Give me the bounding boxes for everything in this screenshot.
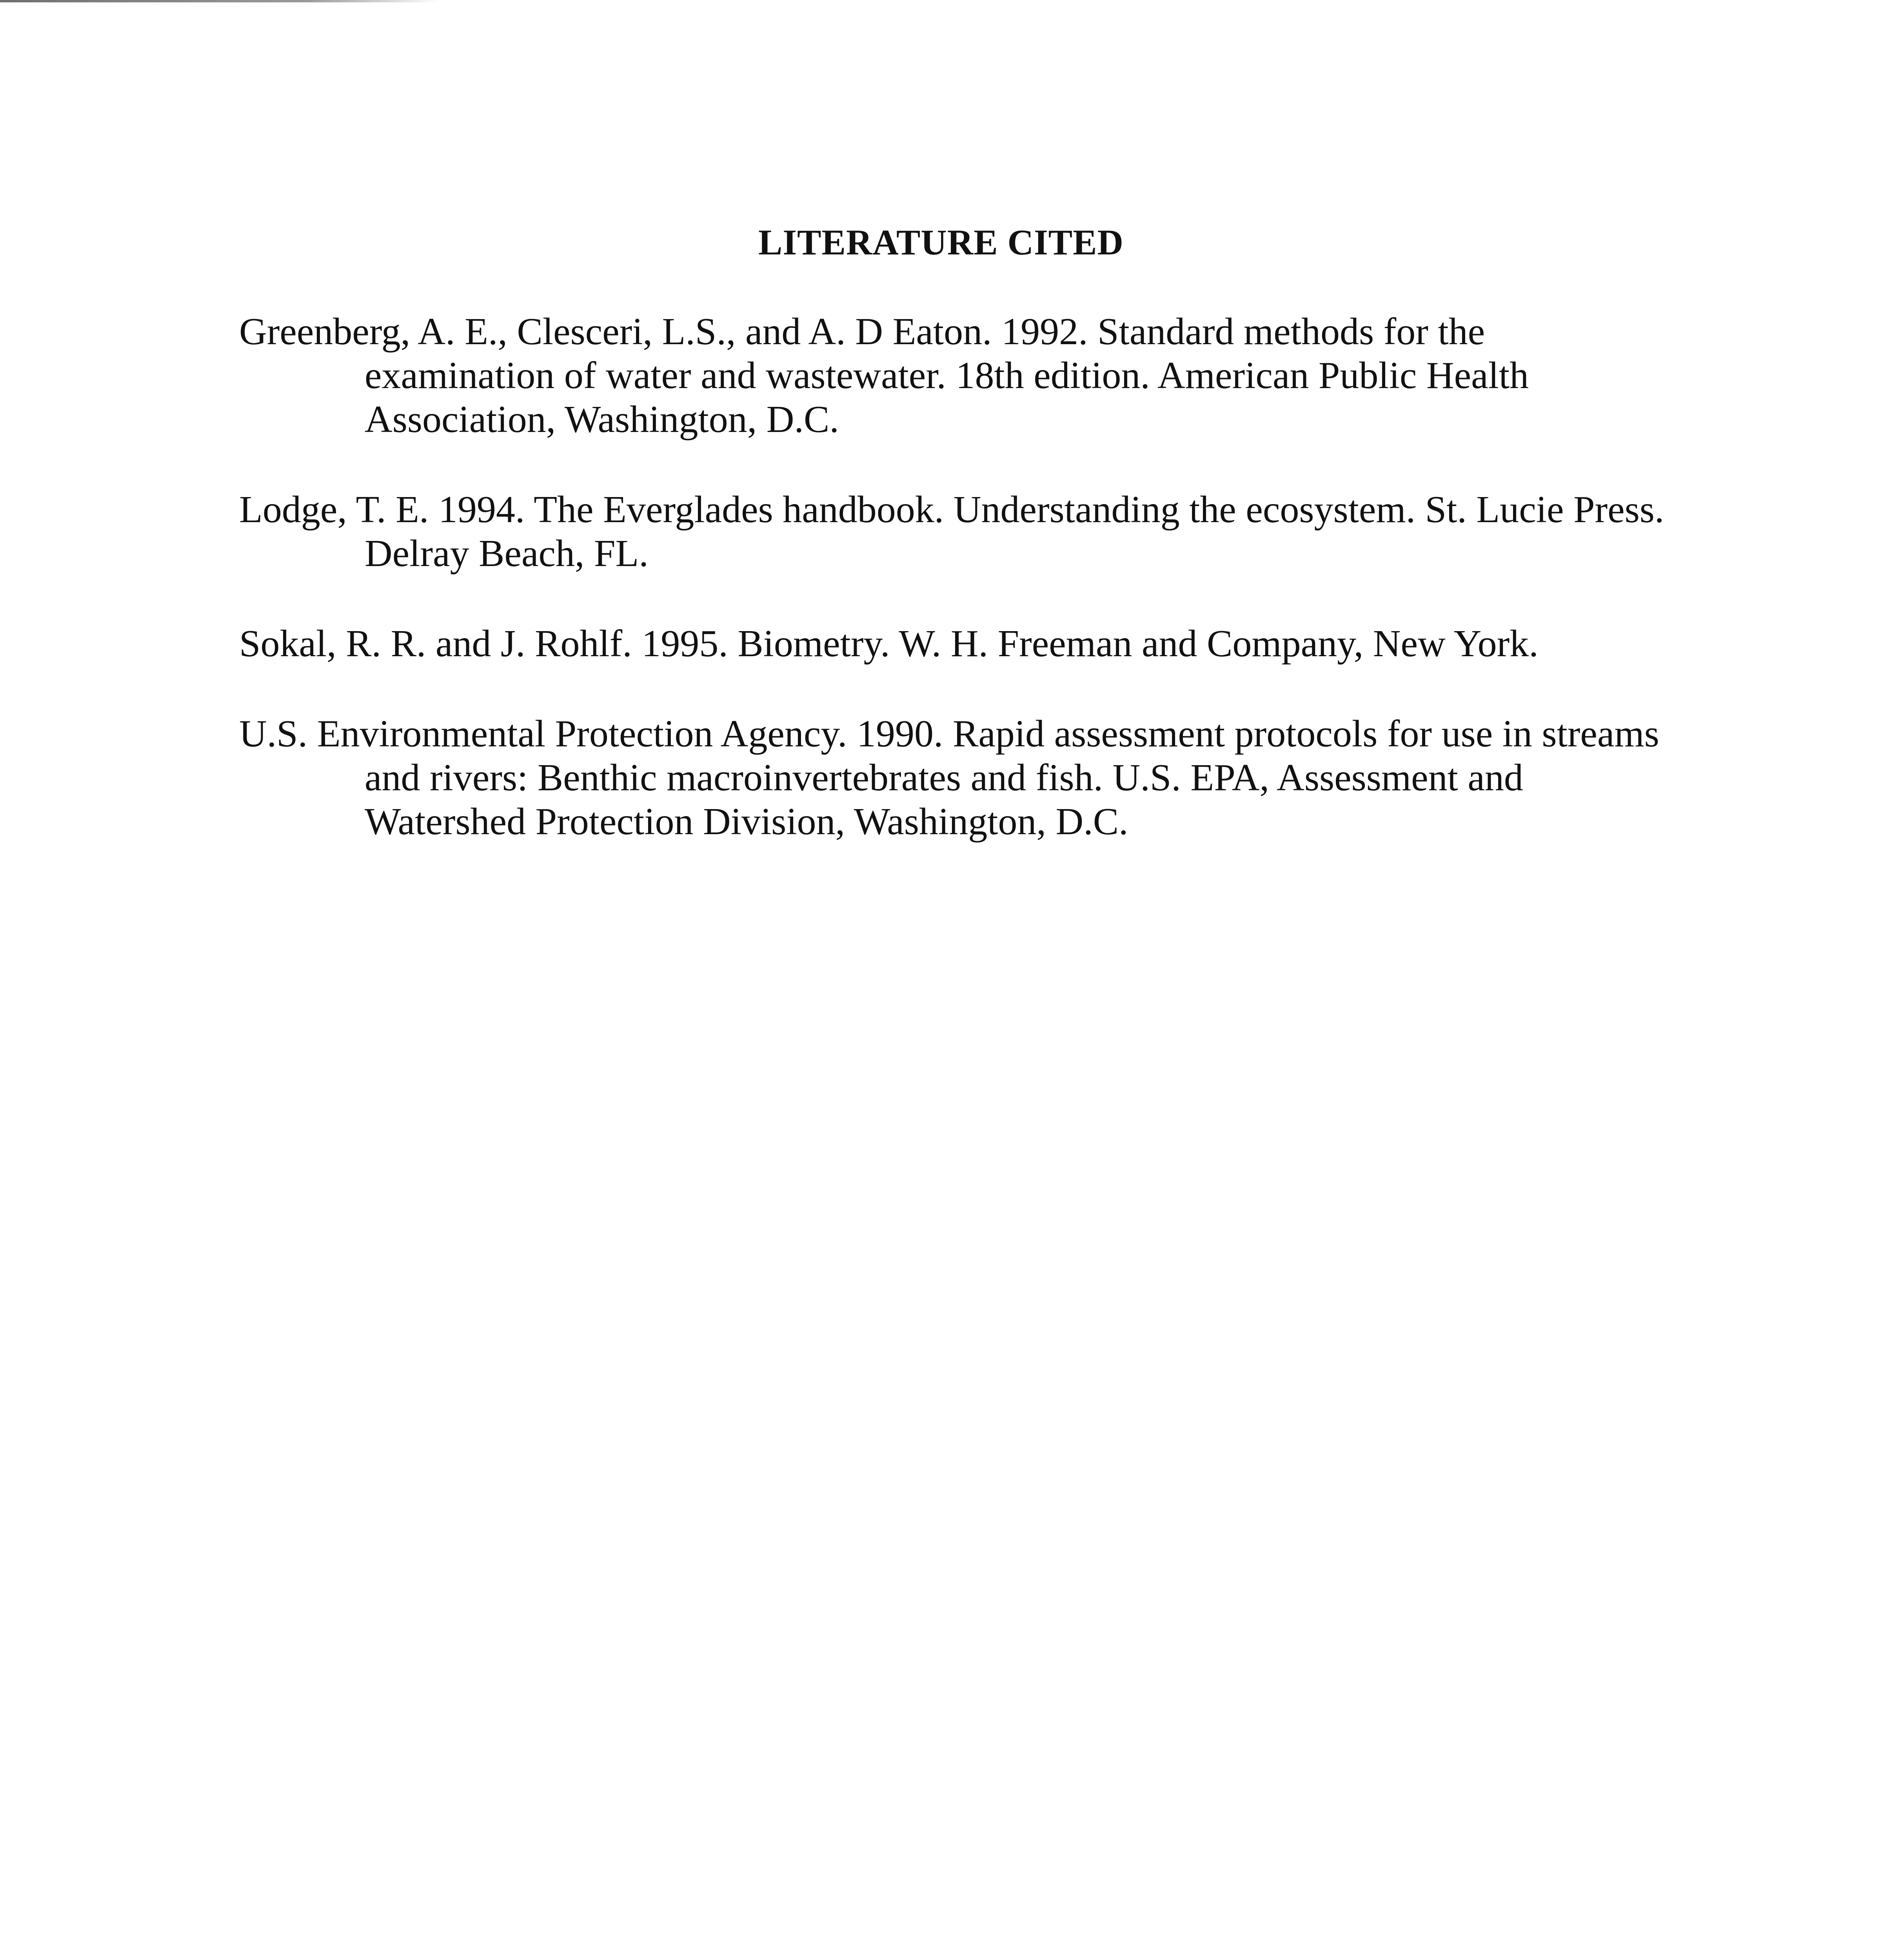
reference-item-greenberg: Greenberg, A. E., Clesceri, L.S., and A. D Eaton. 1992. Standard methods for the examination of water and wastewater. 18th edition. American Public Health Association, Washington, D.C. [239,310,1529,441]
reference-item-sokal: Sokal, R. R. and J. Rohlf. 1995. Biometry. W. H. Freeman and Company, New York. [239,622,1539,665]
reference-item-us-epa: U.S. Environmental Protection Agency. 1990. Rapid assessment protocols for use in streams and rivers: Benthic macroinvertebrates and fish. U.S. EPA, Assessment and Watershed Protection Division, Washington, D.C. [239,713,1659,843]
references-list [239,310,1666,890]
page-title: LITERATURE CITED [758,222,1124,262]
scan-edge-line [0,0,439,2]
reference-item-lodge: Lodge, T. E. 1994. The Everglades handbook. Understanding the ecosystem. St. Lucie Press. Delray Beach, FL. [239,488,1664,575]
